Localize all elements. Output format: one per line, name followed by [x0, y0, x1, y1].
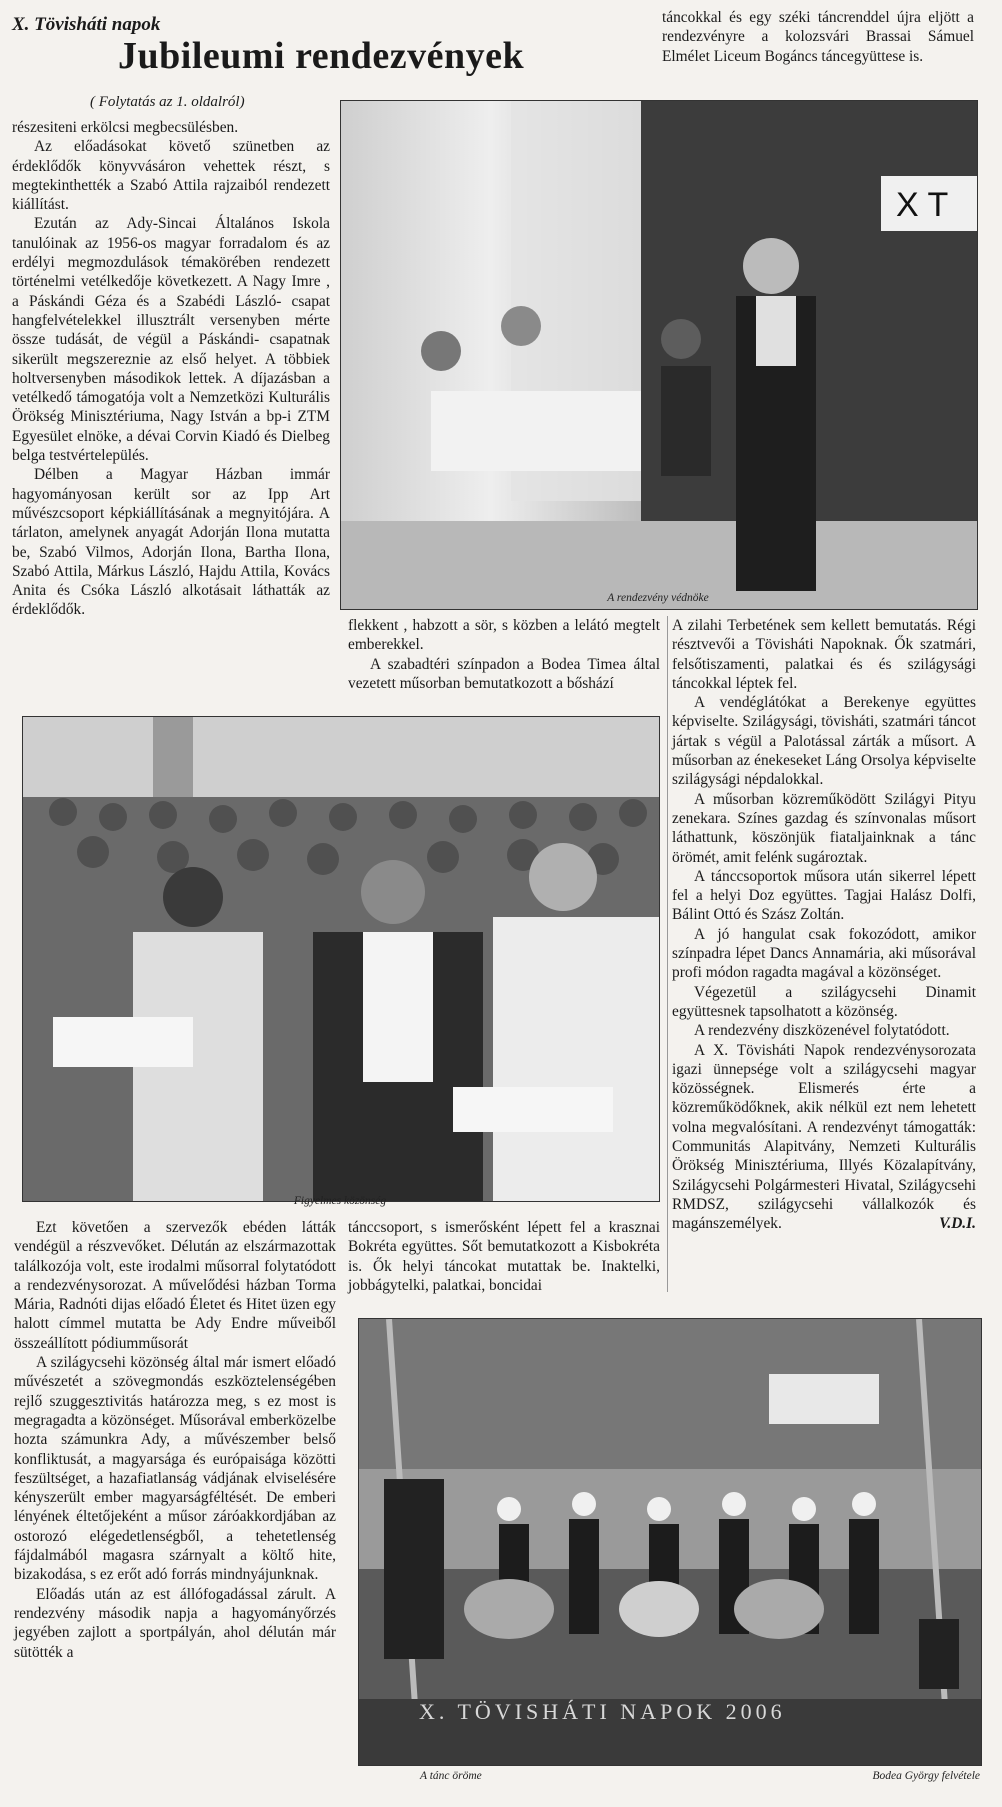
column-left-top: [12, 118, 330, 620]
left-top-paragraph: Ezután az Ady-Sincai Általános Iskola tanulóinak az 1956-os magyar forradalom és az erdélyi megmozdulások témakörében rendezett történelmi vetélkedője következett. A Nagy Imre , a Páskándi Géza és a Szabédi László- csapat hangfelvételekkel illusztrált versenyben mérte össze tudását, de végül a Páskándi- csapatnak sikerült megszereznie az első helyet. A többiek holtversenyben másodikok lettek. A díjazásban a vetélkedő támogatója volt a Nemzetközi Kulturális Örökség Minisztériuma, Nagy István a bp-i ZTM Egyesület elnöke, a dévai Corvin Kiadó és Dielbeg belga testvértelepülés.: [12, 215, 330, 465]
photo-dance: [358, 1318, 982, 1766]
headline: Jubileumi rendezvények: [118, 35, 525, 77]
photo-sign-text: X T: [896, 186, 949, 224]
right-paragraph: A zilahi Terbetének sem kellett bemutatás. Régi résztvevői a Tövisháti Napoknak. Ők szatmári, felsőtiszamenti, palatkai és és szilágysági táncokkal léptek fel.: [672, 617, 976, 692]
middle-paragraph-3: tánccsoport, s ismerősként lépett fel a krasznai Bokréta együttes. Sőt bemutatkozott a Kisbokréta is. Ők helyi táncokat mutattak be. Inaktelki, jobbágytelki, palatkai, boncidai: [348, 1219, 660, 1294]
right-paragraph: A rendezvény diszközenével folytatódott.: [694, 1022, 950, 1040]
kicker: X. Tövisháti napok: [12, 14, 161, 35]
column-divider: [667, 616, 668, 1292]
column-left-bottom: [14, 1218, 336, 1662]
photo-patron-image: [341, 101, 977, 609]
photo-audience-image: [23, 717, 659, 1201]
photo-credit: Bodea György felvétele: [872, 1770, 980, 1782]
column-middle-top: [348, 616, 660, 693]
caption-dance: A tánc öröme: [420, 1770, 482, 1782]
left-top-paragraph: részesiteni erkölcsi megbecsülésben.: [12, 119, 239, 136]
top-right-paragraph: táncokkal és egy széki táncrenddel újra eljött a rendezvényre a kolozsvári Brassai Sámuel Elmélet Liceum Bogáncs táncegyüttese is.: [662, 9, 974, 65]
stage-banner-text: X. TÖVISHÁTI NAPOK 2006: [419, 1699, 786, 1724]
right-paragraph: A jó hangulat csak fokozódott, amikor színpadra lépet Dancs Annamária, aki műsorával profi módon ragadta magával a közönséget.: [672, 925, 976, 982]
right-paragraph: A X. Tövisháti Napok rendezvénysorozata igazi ünnepsége volt a szilágycsehi magyar közösségnek. Elismerés érte a közreműködőknek, akik nélkül ezt nem lehetett volna megvalósítani. A rendezvényt támogatták: Communitás Alapitvány, Nemzeti Kulturális Örökség Minisztériuma, Illyés Közalapítvány, Szilágycsehi Polgármesteri Hivatal, Szilágycsehi RMDSZ, szilágycsehi vállalkozók és magánszemélyek. V.D.I.: [672, 1041, 976, 1233]
photo-audience: [22, 716, 660, 1202]
continuation-note: ( Folytatás az 1. oldalról): [90, 94, 245, 110]
author-signature: V.D.I.: [939, 1215, 976, 1233]
middle-paragraph-1: flekkent , habzott a sör, s közben a lelátó megtelt emberekkel.: [348, 617, 660, 654]
right-paragraph: A műsorban közreműködött Szilágyi Pityu zenekara. Színes gazdag és színvonalas műsort láthattunk, köszönjük fiataljainknak a tánc örömét, amit felénk sugároztak.: [672, 790, 976, 866]
photo-dance-image: [359, 1319, 981, 1765]
caption-audience: Figyelmes közönség: [293, 1195, 387, 1207]
left-top-paragraph: Az előadásokat követő szünetben az érdeklődők könyvvásáron vehettek részt, s megtekinthették a Szabó Attila rajzaiból rendezett kiállítást.: [12, 138, 330, 214]
middle-paragraph-2: A szabadtéri színpadon a Bodea Timea által vezetett műsorban bemutatkozott a bőshází: [348, 655, 660, 692]
right-paragraph: A vendéglátókat a Berekenye együttes képviselte. Szilágysági, tövisháti, szatmári táncot jártak s végül a Palotással zárták a műsort. A műsorban az énekeseket Láng Orsolya képviselte szilágysági népdalokkal.: [672, 694, 976, 789]
top-right-text: [662, 8, 974, 66]
left-bottom-paragraph: Előadás után az est állófogadással zárult. A rendezvény második napja a hagyományőrzés jegyében zajlott a sportpályán, ahol délután már sütötték a: [14, 1585, 336, 1661]
right-paragraph: A tánccsoportok műsora után sikerrel lépett fel a helyi Doz együttes. Tagjai Halász Dolfi, Bálint Ottó és Szász Zoltán.: [672, 867, 976, 924]
right-paragraph: Végezetül a szilágycsehi Dinamit együttesnek tapsolhatott a közönség.: [672, 983, 976, 1020]
caption-patron: A rendezvény védnöke: [607, 592, 709, 604]
left-top-paragraph: Délben a Magyar Házban immár hagyományosan került sor az Ipp Art művészcsoport képkiállításának a megnyitójára. A tárlaton, amelynek anyagát Adorján Ilona mutatta be, Szabó Vilmos, Adorján Ilona, Bartha Ilona, Szabó Attila, Márkus László, Hajdu Attila, Kovács Anita és Csóka László alkotásait láthatták az érdeklődők.: [12, 466, 330, 619]
column-right: [672, 616, 976, 1234]
photo-patron: [340, 100, 978, 610]
column-middle-bottom: [348, 1218, 660, 1295]
left-bottom-paragraph: Ezt követően a szervezők ebéden látták vendégül a részvevőket. Délután az elszármazottak találkozója volt, este irodalmi műsorral folytatódott a rendezvénysorozat. A művelődési házban Torma Mária, Radnóti dijas előadó Életet és Hitet üzen egy halott címmel mutatta be Ady Endre műveiből összeállított pódiumműsorát: [14, 1219, 336, 1352]
left-bottom-paragraph: A szilágycsehi közönség által már ismert előadó művészetét a szövegmondás eszköztelenségében rejlő szuggesztivitás határozza meg, s ez most is megragadta a közönséget. Műsorával emberközelbe hozta számunkra Ady, a művészember belső konfliktusát, a magyarsága és európaisága közötti feszültséget, a hazafiatlanság vádjának elviselésére kényszerült ember magyarságféltését. De emberi lényének éltetőjeként a műsor záróakkordjában az ostorozó elégedetlenségből, a tehetetlenség fájdalmából magasra szárnyalt a költő hite, bizakodása, s ez erőt adó forrás mindnyájunknak.: [14, 1354, 336, 1584]
